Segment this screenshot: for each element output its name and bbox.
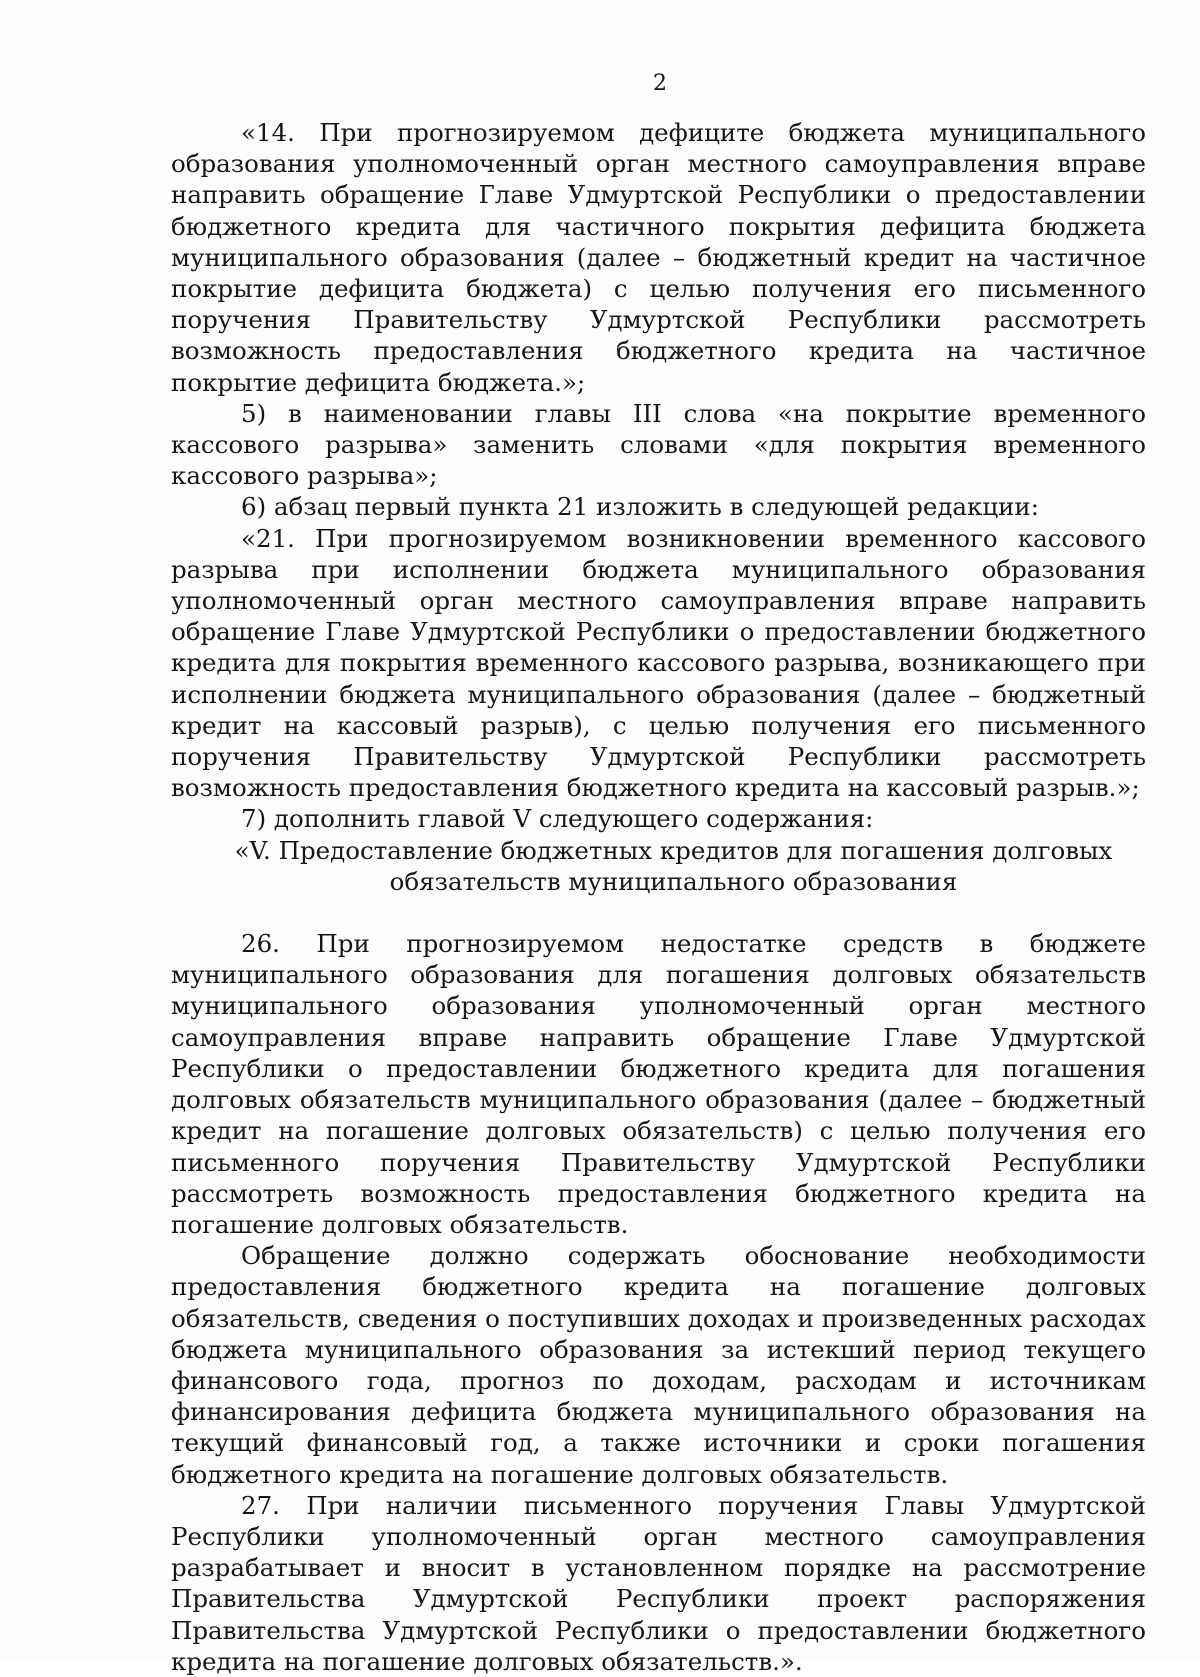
amendment-item-7: 7) дополнить главой V следующего содержания: [241,804,874,834]
chapter-heading-line-1: «V. Предоставление бюджетных кредитов для погашения долговых [234,835,1113,865]
chapter-heading-line-2: обязательств муниципального образования [389,866,958,896]
paragraph-point-14: «14. При прогнозируемом дефиците бюджета муниципального образования уполномоченный орган местного самоуправления вправе направить обращение Главе Удмуртской Республики о предоставлении бюджетного кредита для частичного покрытия дефицита бюджета муниципального образования (далее – бюджетный кредит на частичное покрытие дефицита бюджета) с целью получения его письменного поручения Правительству Удмуртской Республики рассмотреть возможность предоставления бюджетного кредита на частичное покрытие дефицита бюджета.»; [171,118,1146,397]
blank-line [171,897,1146,928]
amendment-item-6: 6) абзац первый пункта 21 изложить в следующей редакции: [241,492,1040,522]
paragraph-point-26: 26. При прогнозируемом недостатке средств в бюджете муниципального образования для погашения долговых обязательств муниципального образования уполномоченный орган местного самоуправления вправе направить обращение Главе Удмуртской Республики о предоставлении бюджетного кредита для погашения долговых обязательств муниципального образования (далее – бюджетный кредит на погашение долговых обязательств) с целью получения его письменного поручения Правительству Удмуртской Республики рассмотреть возможность предоставления бюджетного кредита на погашение долговых обязательств. [171,929,1146,1239]
paragraph-point-26-second: Обращение должно содержать обоснование необходимости предоставления бюджетного кредита на погашение долговых обязательств, сведения о поступивших доходах и произведенных расходах бюджета муниципального образования за истекший период текущего финансового года, прогноз по доходам, расходам и источникам финансирования дефицита бюджета муниципального образования на текущий финансовый год, а также источники и сроки погашения бюджетного кредита на погашение долговых обязательств. [171,1241,1146,1489]
amendment-item-5: 5) в наименовании главы III слова «на покрытие временного кассового разрыва» заменить словами «для покрытия временного кассового разрыва»; [171,398,1146,491]
paragraph-point-27: 27. При наличии письменного поручения Главы Удмуртской Республики уполномоченный орган местного самоуправления разрабатывает и вносит в установленном порядке на рассмотрение Правительства Удмуртской Республики проект распоряжения Правительства Удмуртской Республики о предоставлении бюджетного кредита на погашение долговых обязательств.». [171,1490,1146,1676]
document-body [171,117,1146,1677]
page-number: 2 [653,71,667,96]
paragraph-point-21: «21. При прогнозируемом возникновении временного кассового разрыва при исполнении бюджета муниципального образования уполномоченный орган местного самоуправления вправе направить обращение Главе Удмуртской Республики о предоставлении бюджетного кредита для покрытия временного кассового разрыва, возникающего при исполнении бюджета муниципального образования (далее – бюджетный кредит на кассовый разрыв), с целью получения его письменного поручения Правительству Удмуртской Республики рассмотреть возможность предоставления бюджетного кредита на кассовый разрыв.»; [171,523,1146,803]
